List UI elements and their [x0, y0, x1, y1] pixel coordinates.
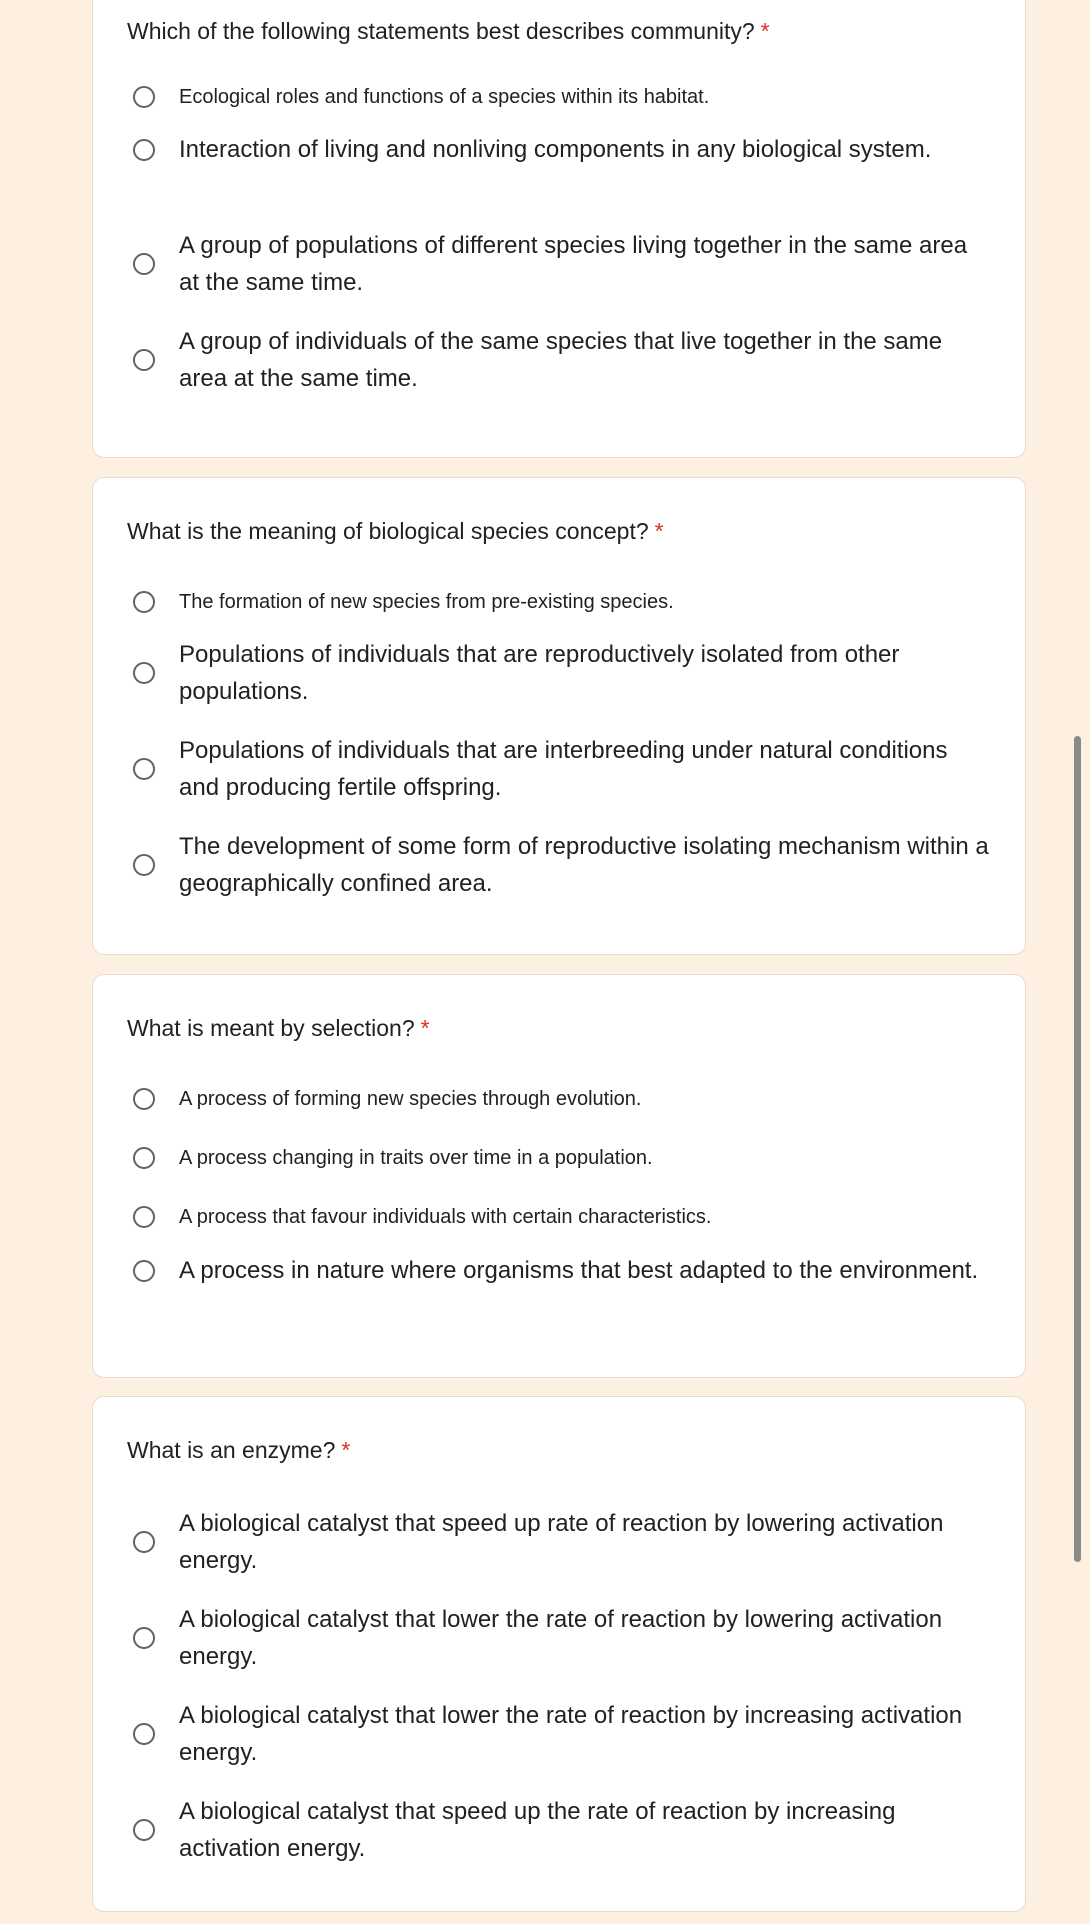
option-label: The development of some form of reproductive isolating mechanism within a geographically confined area. [179, 833, 989, 897]
radio-option[interactable] [93, 1252, 1027, 1289]
radio-option[interactable] [93, 828, 1027, 902]
required-asterisk: * [654, 518, 664, 544]
radio-button-icon[interactable] [133, 1147, 155, 1169]
question-card-selection [92, 974, 1026, 1378]
radio-option[interactable] [93, 1144, 1027, 1172]
option-label: A biological catalyst that speed up the rate of reaction by increasing activation energy. [179, 1798, 896, 1862]
option-label: Interaction of living and nonliving components in any biological system. [179, 136, 932, 163]
required-asterisk: * [420, 1015, 430, 1041]
question-card-enzyme [92, 1396, 1026, 1912]
radio-button-icon[interactable] [133, 662, 155, 684]
question-title: Which of the following statements best describes community? * [127, 18, 770, 44]
radio-option[interactable] [93, 323, 1027, 397]
option-label: A biological catalyst that lower the rate of reaction by increasing activation energy. [179, 1702, 963, 1766]
radio-button-icon[interactable] [133, 591, 155, 613]
radio-button-icon[interactable] [133, 758, 155, 780]
question-card-species-concept [92, 477, 1026, 955]
radio-option[interactable] [93, 732, 1027, 806]
radio-button-icon[interactable] [133, 253, 155, 275]
radio-option[interactable] [93, 588, 1027, 616]
option-label: A process that favour individuals with certain characteristics. [179, 1206, 712, 1228]
radio-option[interactable] [93, 1793, 1027, 1867]
radio-option[interactable] [93, 1697, 1027, 1771]
radio-button-icon[interactable] [133, 86, 155, 108]
option-label: A process changing in traits over time in a population. [179, 1147, 653, 1169]
option-label: A process of forming new species through evolution. [179, 1088, 642, 1110]
option-label: The formation of new species from pre-existing species. [179, 591, 674, 613]
option-label: A process in nature where organisms that best adapted to the environment. [179, 1257, 979, 1284]
radio-option[interactable] [93, 131, 1027, 168]
radio-button-icon[interactable] [133, 1088, 155, 1110]
radio-option[interactable] [93, 1085, 1027, 1113]
scrollbar-thumb[interactable] [1074, 736, 1081, 1562]
radio-option[interactable] [93, 1505, 1027, 1579]
radio-button-icon[interactable] [133, 1260, 155, 1282]
option-label: Populations of individuals that are interbreeding under natural conditions and producing fertile offspring. [179, 737, 948, 801]
option-label: A group of populations of different species living together in the same area at the same time. [179, 232, 968, 296]
radio-option[interactable] [93, 636, 1027, 710]
question-card-community [92, 0, 1026, 458]
radio-option[interactable] [93, 83, 1027, 111]
question-title: What is an enzyme? * [127, 1437, 351, 1463]
required-asterisk: * [341, 1437, 351, 1463]
radio-option[interactable] [93, 1203, 1027, 1231]
question-title: What is the meaning of biological species concept? * [127, 518, 664, 544]
radio-option[interactable] [93, 1601, 1027, 1675]
option-label: Ecological roles and functions of a species within its habitat. [179, 86, 710, 108]
radio-button-icon[interactable] [133, 349, 155, 371]
option-label: A biological catalyst that speed up rate of reaction by lowering activation energy. [179, 1510, 944, 1574]
question-title: What is meant by selection? * [127, 1015, 430, 1041]
option-label: Populations of individuals that are reproductively isolated from other populations. [179, 641, 900, 705]
option-label: A group of individuals of the same species that live together in the same area at the same time. [179, 328, 943, 392]
option-label: A biological catalyst that lower the rate of reaction by lowering activation energy. [179, 1606, 943, 1670]
radio-button-icon[interactable] [133, 1819, 155, 1841]
radio-option[interactable] [93, 227, 1027, 301]
required-asterisk: * [760, 18, 770, 44]
radio-button-icon[interactable] [133, 854, 155, 876]
radio-button-icon[interactable] [133, 139, 155, 161]
radio-button-icon[interactable] [133, 1206, 155, 1228]
radio-button-icon[interactable] [133, 1531, 155, 1553]
radio-button-icon[interactable] [133, 1723, 155, 1745]
radio-button-icon[interactable] [133, 1627, 155, 1649]
